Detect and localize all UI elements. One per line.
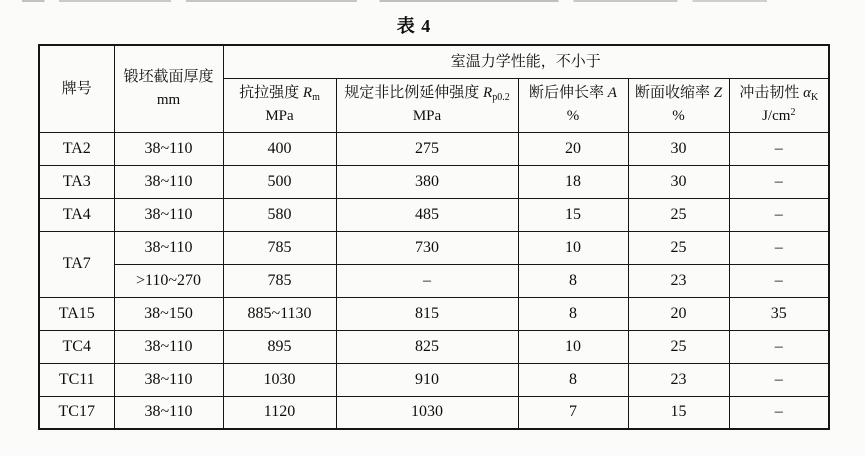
col-symbol-sub: p0.2 bbox=[492, 91, 510, 103]
grade-cell: TA4 bbox=[39, 198, 114, 231]
col-unit-line bbox=[631, 105, 727, 128]
col-unit: MPa bbox=[412, 108, 442, 124]
header-row-1 bbox=[39, 45, 829, 78]
impact-cell: – bbox=[729, 396, 829, 429]
rp02-cell: 825 bbox=[336, 330, 518, 363]
reduction-cell: 30 bbox=[628, 132, 729, 165]
col-symbol-sub: K bbox=[810, 91, 819, 103]
table-row bbox=[39, 396, 829, 429]
impact-cell: – bbox=[729, 132, 829, 165]
table-title: 表 4 bbox=[396, 16, 432, 36]
col-unit-line bbox=[732, 105, 827, 128]
rp02-cell: 910 bbox=[336, 363, 518, 396]
header-col-elongation bbox=[518, 78, 628, 132]
grade-cell: TC17 bbox=[39, 396, 114, 429]
col-unit-sup: 2 bbox=[790, 107, 796, 118]
table-row bbox=[39, 132, 829, 165]
impact-cell: – bbox=[729, 231, 829, 264]
table-row bbox=[39, 297, 829, 330]
rp02-cell: 380 bbox=[336, 165, 518, 198]
impact-cell: 35 bbox=[729, 297, 829, 330]
rm-cell: 785 bbox=[223, 231, 336, 264]
col-label: 断面收缩率 bbox=[634, 84, 714, 101]
col-symbol-sub: m bbox=[312, 91, 320, 103]
grade-cell: TA15 bbox=[39, 297, 114, 330]
col-symbol: α bbox=[803, 84, 811, 101]
col-label-line bbox=[521, 82, 626, 105]
thickness-cell: 38~110 bbox=[114, 165, 223, 198]
rm-cell: 785 bbox=[223, 264, 336, 297]
rp02-cell: – bbox=[336, 264, 518, 297]
table-row bbox=[39, 330, 829, 363]
elongation-cell: 20 bbox=[518, 132, 628, 165]
reduction-cell: 30 bbox=[628, 165, 729, 198]
col-unit: % bbox=[566, 108, 580, 124]
header-col-impact-toughness bbox=[729, 78, 829, 132]
table-wrapper bbox=[38, 44, 830, 430]
impact-cell: – bbox=[729, 330, 829, 363]
grade-cell: TA7 bbox=[39, 231, 114, 297]
reduction-cell: 23 bbox=[628, 363, 729, 396]
col-unit-line bbox=[226, 105, 334, 128]
impact-cell: – bbox=[729, 264, 829, 297]
elongation-cell: 8 bbox=[518, 264, 628, 297]
col-symbol: R bbox=[302, 84, 313, 101]
col-label-line bbox=[631, 82, 727, 105]
col-unit: % bbox=[672, 108, 685, 124]
header-thickness-unit: mm bbox=[156, 91, 181, 108]
elongation-cell: 10 bbox=[518, 231, 628, 264]
table-row bbox=[39, 231, 829, 264]
thickness-cell: 38~110 bbox=[114, 396, 223, 429]
header-col-tensile-strength bbox=[223, 78, 336, 132]
col-unit-line bbox=[521, 105, 626, 128]
rm-cell: 895 bbox=[223, 330, 336, 363]
col-unit: J/cm bbox=[762, 108, 791, 124]
rp02-cell: 1030 bbox=[336, 396, 518, 429]
rm-cell: 400 bbox=[223, 132, 336, 165]
thickness-cell: 38~110 bbox=[114, 330, 223, 363]
table-row bbox=[39, 165, 829, 198]
col-label-line bbox=[732, 82, 827, 105]
thickness-cell: 38~150 bbox=[114, 297, 223, 330]
elongation-cell: 15 bbox=[518, 198, 628, 231]
header-thickness-label: 锻坯截面厚度 bbox=[123, 68, 214, 85]
impact-cell: – bbox=[729, 165, 829, 198]
scan-artifact bbox=[22, 0, 767, 2]
col-label: 抗拉强度 bbox=[239, 84, 303, 101]
elongation-cell: 18 bbox=[518, 165, 628, 198]
rp02-cell: 485 bbox=[336, 198, 518, 231]
rm-cell: 500 bbox=[223, 165, 336, 198]
table-row bbox=[39, 264, 829, 297]
reduction-cell: 25 bbox=[628, 330, 729, 363]
header-thickness bbox=[114, 45, 223, 132]
thickness-cell: 38~110 bbox=[114, 198, 223, 231]
col-label-line bbox=[339, 82, 516, 105]
rm-cell: 1120 bbox=[223, 396, 336, 429]
header-col-proof-strength bbox=[336, 78, 518, 132]
reduction-cell: 25 bbox=[628, 231, 729, 264]
col-unit: MPa bbox=[265, 108, 294, 124]
col-symbol: A bbox=[607, 84, 617, 101]
rm-cell: 885~1130 bbox=[223, 297, 336, 330]
elongation-cell: 7 bbox=[518, 396, 628, 429]
col-label: 断后伸长率 bbox=[529, 84, 608, 101]
table-row bbox=[39, 198, 829, 231]
properties-table bbox=[38, 44, 830, 430]
elongation-cell: 10 bbox=[518, 330, 628, 363]
elongation-cell: 8 bbox=[518, 297, 628, 330]
reduction-cell: 23 bbox=[628, 264, 729, 297]
impact-cell: – bbox=[729, 198, 829, 231]
rp02-cell: 815 bbox=[336, 297, 518, 330]
header-col-reduction-of-area bbox=[628, 78, 729, 132]
grade-cell: TC4 bbox=[39, 330, 114, 363]
rp02-cell: 730 bbox=[336, 231, 518, 264]
reduction-cell: 15 bbox=[628, 396, 729, 429]
grade-cell: TA3 bbox=[39, 165, 114, 198]
col-label: 规定非比例延伸强度 bbox=[344, 84, 484, 101]
thickness-cell: 38~110 bbox=[114, 231, 223, 264]
col-unit-line bbox=[339, 105, 516, 128]
grade-cell: TC11 bbox=[39, 363, 114, 396]
table-row bbox=[39, 363, 829, 396]
col-label: 冲击韧性 bbox=[739, 84, 804, 101]
col-symbol: Z bbox=[713, 84, 723, 101]
col-symbol: R bbox=[483, 84, 493, 101]
impact-cell: – bbox=[729, 363, 829, 396]
rm-cell: 580 bbox=[223, 198, 336, 231]
thickness-cell: 38~110 bbox=[114, 132, 223, 165]
grade-cell: TA2 bbox=[39, 132, 114, 165]
elongation-cell: 8 bbox=[518, 363, 628, 396]
reduction-cell: 20 bbox=[628, 297, 729, 330]
thickness-cell: 38~110 bbox=[114, 363, 223, 396]
header-grade: 牌号 bbox=[39, 45, 114, 132]
rm-cell: 1030 bbox=[223, 363, 336, 396]
reduction-cell: 25 bbox=[628, 198, 729, 231]
header-room-temp-properties: 室温力学性能，不小于 bbox=[223, 45, 829, 78]
rp02-cell: 275 bbox=[336, 132, 518, 165]
thickness-cell: >110~270 bbox=[114, 264, 223, 297]
col-label-line bbox=[226, 82, 334, 105]
